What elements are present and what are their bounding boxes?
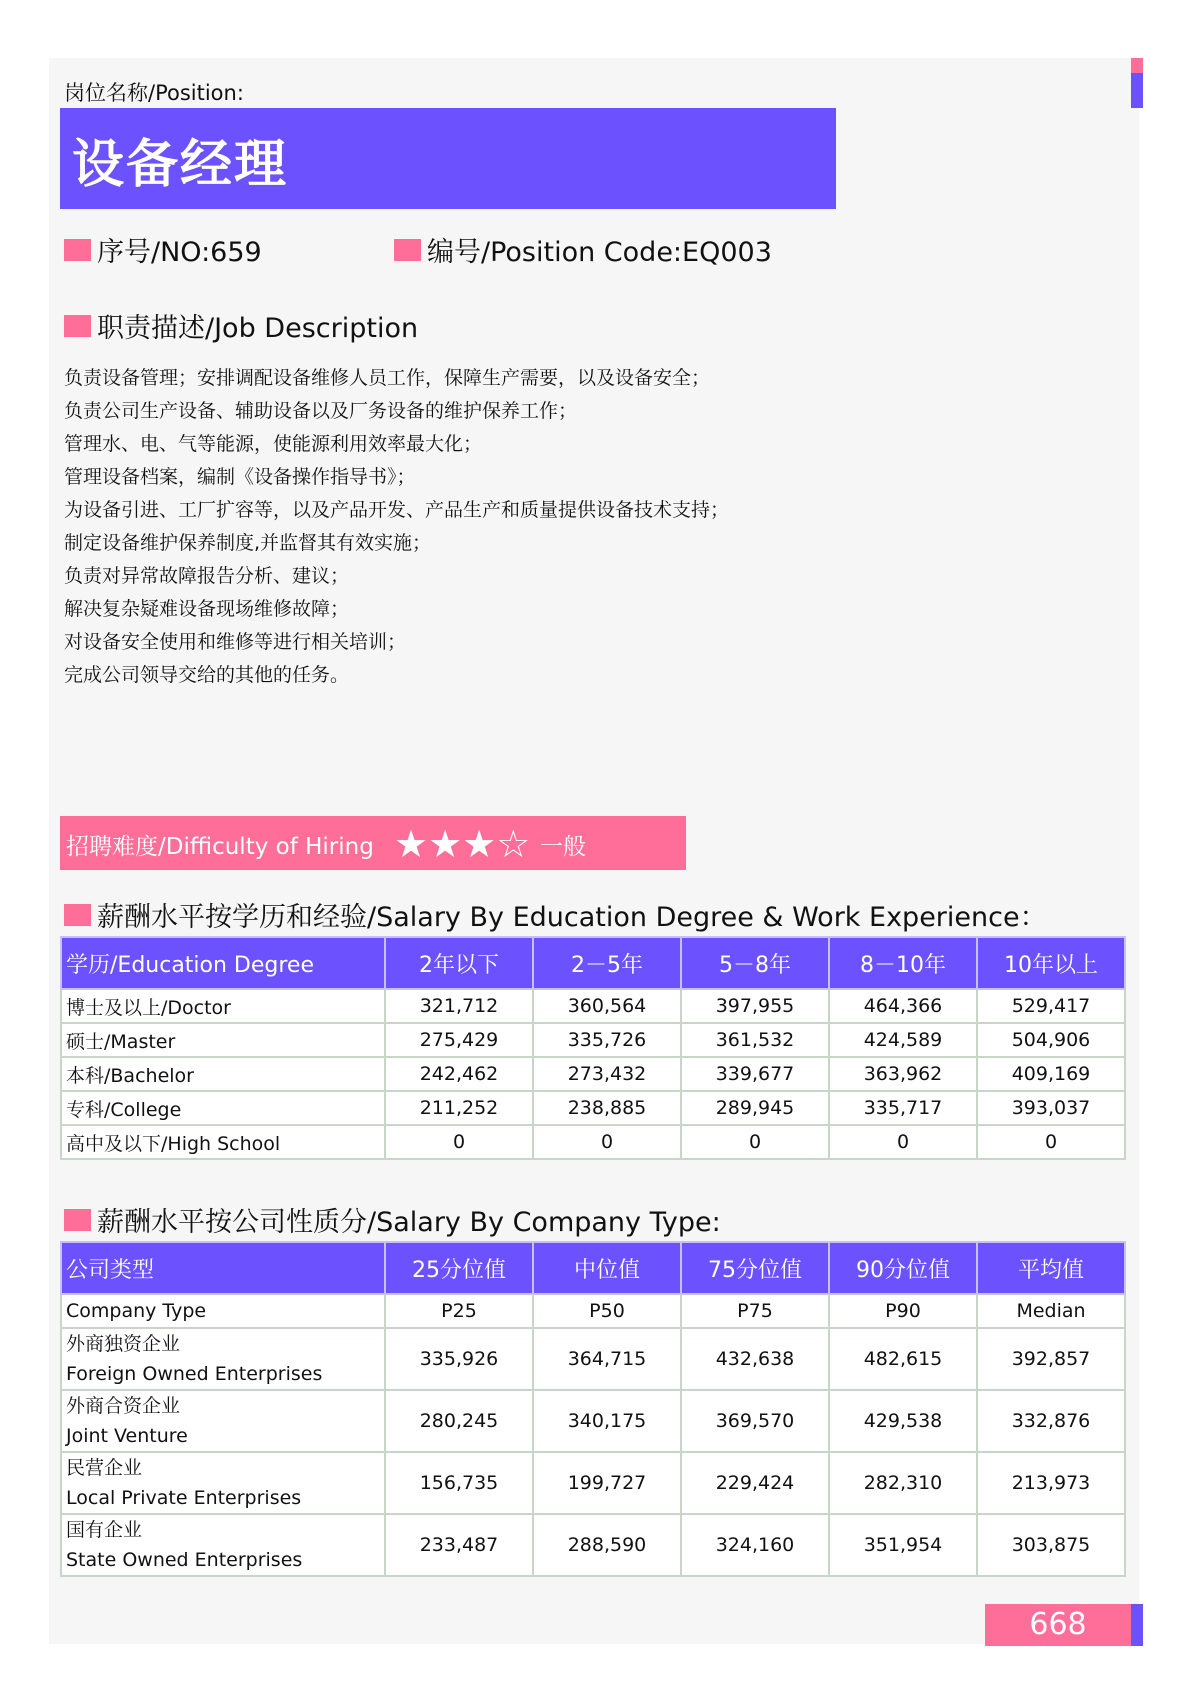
table-cell: 363,962 <box>829 1057 977 1091</box>
table-cell: 0 <box>533 1125 681 1159</box>
table-header-cell: 平均值 <box>977 1242 1125 1294</box>
table-cell <box>61 1452 385 1514</box>
table-header-cell: 中位值 <box>533 1242 681 1294</box>
bullet-square-icon <box>64 904 91 926</box>
table-cell: P25 <box>385 1294 533 1328</box>
table-cell: 199,727 <box>533 1452 681 1514</box>
description-line: 管理水、电、气等能源，使能源利用效率最大化； <box>64 433 483 455</box>
table-cell: P90 <box>829 1294 977 1328</box>
table-cell: 专科/College <box>61 1091 385 1125</box>
company-type-en: Foreign Owned Enterprises <box>66 1363 323 1385</box>
edu-salary-heading-text: 薪酬水平按学历和经验/Salary By Education Degree & Work Experience： <box>97 902 1047 933</box>
table-cell: 360,564 <box>533 989 681 1023</box>
table-cell: 424,589 <box>829 1023 977 1057</box>
table-cell: 529,417 <box>977 989 1125 1023</box>
table-cell: 0 <box>977 1125 1125 1159</box>
table-header-row <box>61 937 1125 989</box>
table-cell: 303,875 <box>977 1514 1125 1576</box>
corner-decoration-purple <box>1131 73 1143 108</box>
table-row <box>61 1390 1125 1452</box>
table-cell: 0 <box>829 1125 977 1159</box>
description-line: 负责对异常故障报告分析、建议； <box>64 565 350 587</box>
bullet-square-icon <box>64 315 91 337</box>
table-header-cell: 75分位值 <box>681 1242 829 1294</box>
table-row <box>61 1091 1125 1125</box>
bullet-square-icon <box>64 1209 91 1231</box>
table-header-cell: 学历/Education Degree <box>61 937 385 989</box>
edu-salary-heading <box>64 895 1047 934</box>
table-cell: 397,955 <box>681 989 829 1023</box>
table-cell: 464,366 <box>829 989 977 1023</box>
page-number-decoration <box>1131 1604 1143 1646</box>
table-header-cell: 25分位值 <box>385 1242 533 1294</box>
table-cell <box>61 1514 385 1576</box>
table-header-cell: 90分位值 <box>829 1242 977 1294</box>
description-line: 解决复杂疑难设备现场维修故障； <box>64 598 350 620</box>
description-line: 负责公司生产设备、辅助设备以及厂务设备的维护保养工作； <box>64 400 578 422</box>
table-cell: 229,424 <box>681 1452 829 1514</box>
table-header-cell: 8－10年 <box>829 937 977 989</box>
company-salary-heading-text: 薪酬水平按公司性质分/Salary By Company Type: <box>97 1207 721 1238</box>
description-line: 对设备安全使用和维修等进行相关培训； <box>64 631 407 653</box>
table-header-cell: 2年以下 <box>385 937 533 989</box>
description-line: 为设备引进、工厂扩容等，以及产品开发、产品生产和质量提供设备技术支持； <box>64 499 730 521</box>
position-label: 岗位名称/Position: <box>64 81 244 105</box>
hiring-difficulty-label: 招聘难度/Difficulty of Hiring <box>66 834 374 860</box>
table-cell: 211,252 <box>385 1091 533 1125</box>
table-cell: Median <box>977 1294 1125 1328</box>
table-subheader-row <box>61 1294 1125 1328</box>
table-row <box>61 1125 1125 1159</box>
hiring-difficulty-level: 一般 <box>540 834 586 860</box>
table-header-cell: 5－8年 <box>681 937 829 989</box>
job-description-list <box>64 362 729 692</box>
job-description-heading <box>64 306 418 345</box>
company-type-cn: 民营企业 <box>66 1457 143 1479</box>
table-cell: 393,037 <box>977 1091 1125 1125</box>
table-cell: 335,717 <box>829 1091 977 1125</box>
corner-decoration-pink <box>1131 58 1143 73</box>
company-type-en: Joint Venture <box>66 1425 188 1447</box>
company-type-cn: 外商独资企业 <box>66 1333 181 1355</box>
table-cell: 275,429 <box>385 1023 533 1057</box>
company-type-en: State Owned Enterprises <box>66 1549 303 1571</box>
table-cell: 409,169 <box>977 1057 1125 1091</box>
table-cell: 351,954 <box>829 1514 977 1576</box>
table-row <box>61 1514 1125 1576</box>
company-type-en: Local Private Enterprises <box>66 1487 302 1509</box>
table-cell: 504,906 <box>977 1023 1125 1057</box>
table-cell: 332,876 <box>977 1390 1125 1452</box>
table-cell <box>61 1390 385 1452</box>
table-cell: 282,310 <box>829 1452 977 1514</box>
table-header-cell: 公司类型 <box>61 1242 385 1294</box>
table-header-cell: 10年以上 <box>977 937 1125 989</box>
position-code <box>394 230 772 269</box>
table-cell: 432,638 <box>681 1328 829 1390</box>
table-cell: 369,570 <box>681 1390 829 1452</box>
table-cell: P50 <box>533 1294 681 1328</box>
table-cell: 339,677 <box>681 1057 829 1091</box>
table-row <box>61 1452 1125 1514</box>
table-cell: 高中及以下/High School <box>61 1125 385 1159</box>
edu-salary-table <box>60 936 1126 1160</box>
table-cell: 335,726 <box>533 1023 681 1057</box>
description-line: 制定设备维护保养制度,并监督其有效实施； <box>64 532 432 554</box>
table-cell: 335,926 <box>385 1328 533 1390</box>
description-line: 管理设备档案，编制《设备操作指导书》； <box>64 466 416 488</box>
bullet-square-icon <box>64 239 91 261</box>
table-cell: 博士及以上/Doctor <box>61 989 385 1023</box>
position-number-text: 序号/NO:659 <box>97 237 262 268</box>
description-line: 负责设备管理；安排调配设备维修人员工作，保障生产需要，以及设备安全； <box>64 367 711 389</box>
table-cell: 289,945 <box>681 1091 829 1125</box>
table-cell: 364,715 <box>533 1328 681 1390</box>
table-cell: 482,615 <box>829 1328 977 1390</box>
table-cell: 361,532 <box>681 1023 829 1057</box>
table-cell: 本科/Bachelor <box>61 1057 385 1091</box>
table-row <box>61 1328 1125 1390</box>
table-row <box>61 989 1125 1023</box>
table-cell: 213,973 <box>977 1452 1125 1514</box>
table-cell: Company Type <box>61 1294 385 1328</box>
table-cell: 238,885 <box>533 1091 681 1125</box>
table-cell: P75 <box>681 1294 829 1328</box>
table-cell: 392,857 <box>977 1328 1125 1390</box>
table-cell: 288,590 <box>533 1514 681 1576</box>
bullet-square-icon <box>394 239 421 261</box>
star-rating-icon: ★★★☆ <box>394 822 531 866</box>
table-header-row <box>61 1242 1125 1294</box>
table-cell: 324,160 <box>681 1514 829 1576</box>
table-cell: 242,462 <box>385 1057 533 1091</box>
table-row <box>61 1023 1125 1057</box>
job-description-heading-text: 职责描述/Job Description <box>97 313 419 344</box>
table-cell: 321,712 <box>385 989 533 1023</box>
table-cell: 233,487 <box>385 1514 533 1576</box>
position-number <box>64 230 262 269</box>
table-cell: 280,245 <box>385 1390 533 1452</box>
company-type-cn: 国有企业 <box>66 1519 143 1541</box>
description-line: 完成公司领导交给的其他的任务。 <box>64 664 350 686</box>
page-title: 设备经理 <box>72 135 289 195</box>
table-header-cell: 2－5年 <box>533 937 681 989</box>
table-cell: 0 <box>385 1125 533 1159</box>
company-type-cn: 外商合资企业 <box>66 1395 181 1417</box>
table-cell: 0 <box>681 1125 829 1159</box>
table-cell: 硕士/Master <box>61 1023 385 1057</box>
table-row <box>61 1057 1125 1091</box>
table-cell: 340,175 <box>533 1390 681 1452</box>
hiring-difficulty-bar <box>60 816 686 870</box>
table-cell <box>61 1328 385 1390</box>
page-number: 668 <box>985 1604 1131 1646</box>
position-code-text: 编号/Position Code:EQ003 <box>427 237 772 268</box>
table-cell: 429,538 <box>829 1390 977 1452</box>
table-cell: 273,432 <box>533 1057 681 1091</box>
table-cell: 156,735 <box>385 1452 533 1514</box>
company-salary-heading <box>64 1200 721 1239</box>
company-salary-table <box>60 1241 1126 1577</box>
